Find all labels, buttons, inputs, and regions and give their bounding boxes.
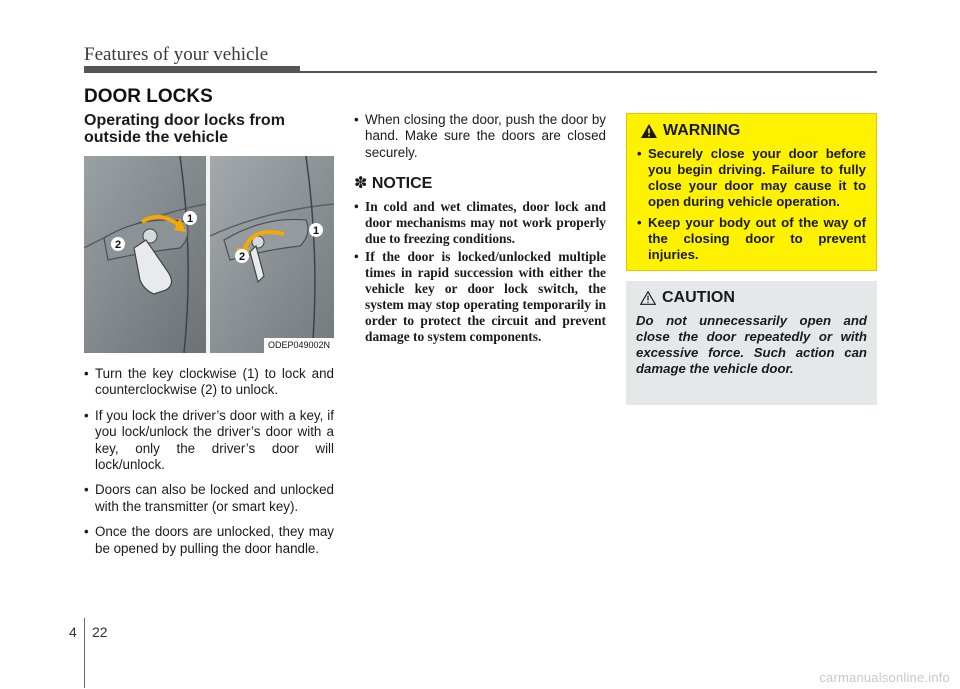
notice-icon: ✽: [354, 175, 368, 193]
warning-heading: [637, 122, 866, 140]
warning-bullet-list: [637, 146, 866, 263]
caution-triangle-icon: [640, 291, 656, 305]
svg-text:2: 2: [114, 239, 122, 251]
svg-text:1: 1: [312, 225, 320, 237]
chapter-number: 4: [69, 624, 77, 640]
page-number-separator: [84, 618, 85, 688]
left-bullet-list: [84, 366, 334, 557]
middle-column: [354, 112, 606, 347]
notice-heading: [354, 175, 606, 193]
caution-heading: [636, 289, 867, 307]
section-title: DOOR LOCKS: [84, 86, 213, 107]
callout-right-2: [235, 249, 249, 263]
warning-triangle-icon: [641, 124, 657, 138]
callout-left-2: [111, 237, 125, 251]
callout-left-1: [183, 211, 197, 225]
middle-bullet-list: [354, 112, 606, 161]
svg-text:2: 2: [238, 251, 246, 263]
list-item: • Securely close your door before you begin driving. Failure to fully close your door may cause it to open during vehicle operation.: [637, 146, 866, 210]
list-item: • If you lock the driver’s door with a key, if you lock/unlock the driver’s door with a key, only the driver’s door will lock/unlock.: [84, 408, 334, 474]
notice-bullet-list: [354, 199, 606, 345]
svg-text:1: 1: [186, 213, 194, 225]
watermark: carmanualsonline.info: [819, 670, 950, 685]
door-lock-illustration: [84, 156, 334, 353]
header-rule: [84, 71, 877, 73]
caution-box: [626, 281, 877, 405]
figure-code: ODEP049002N: [264, 338, 334, 353]
list-item: • When closing the door, push the door by hand. Make sure the doors are closed securely.: [354, 112, 606, 161]
door-lock-figure: [84, 156, 334, 353]
subheading: Operating door locks from outside the vehicle: [84, 112, 285, 146]
list-item: • Keep your body out of the way of the closing door to prevent injuries.: [637, 215, 866, 263]
list-item: • Turn the key clockwise (1) to lock and counterclockwise (2) to unlock.: [84, 366, 334, 399]
panel-divider: [206, 156, 210, 353]
caution-title: CAUTION: [662, 289, 735, 306]
notice-title: NOTICE: [371, 175, 433, 193]
warning-box: [626, 113, 877, 271]
list-item: • Once the doors are unlocked, they may be opened by pulling the door handle.: [84, 524, 334, 557]
list-item: • In cold and wet climates, door lock and door mechanisms may not work properly due to freezing conditions.: [354, 199, 606, 247]
list-item: • If the door is locked/unlocked multiple times in rapid succession with either the vehicle key or door lock switch, the system may stop operating temporarily in order to protect the circuit and prevent damage to system components.: [354, 249, 606, 345]
warning-title: WARNING: [663, 122, 741, 139]
left-column: [84, 112, 334, 566]
list-item: • Doors can also be locked and unlocked with the transmitter (or smart key).: [84, 482, 334, 515]
page-number: 22: [92, 624, 108, 640]
right-column: [626, 113, 877, 405]
caution-text: Do not unnecessarily open and close the door repeatedly or with excessive force. Such action can damage the vehicle door.: [636, 313, 867, 376]
page-header-title: Features of your vehicle: [84, 44, 269, 65]
callout-right-1: [309, 223, 323, 237]
